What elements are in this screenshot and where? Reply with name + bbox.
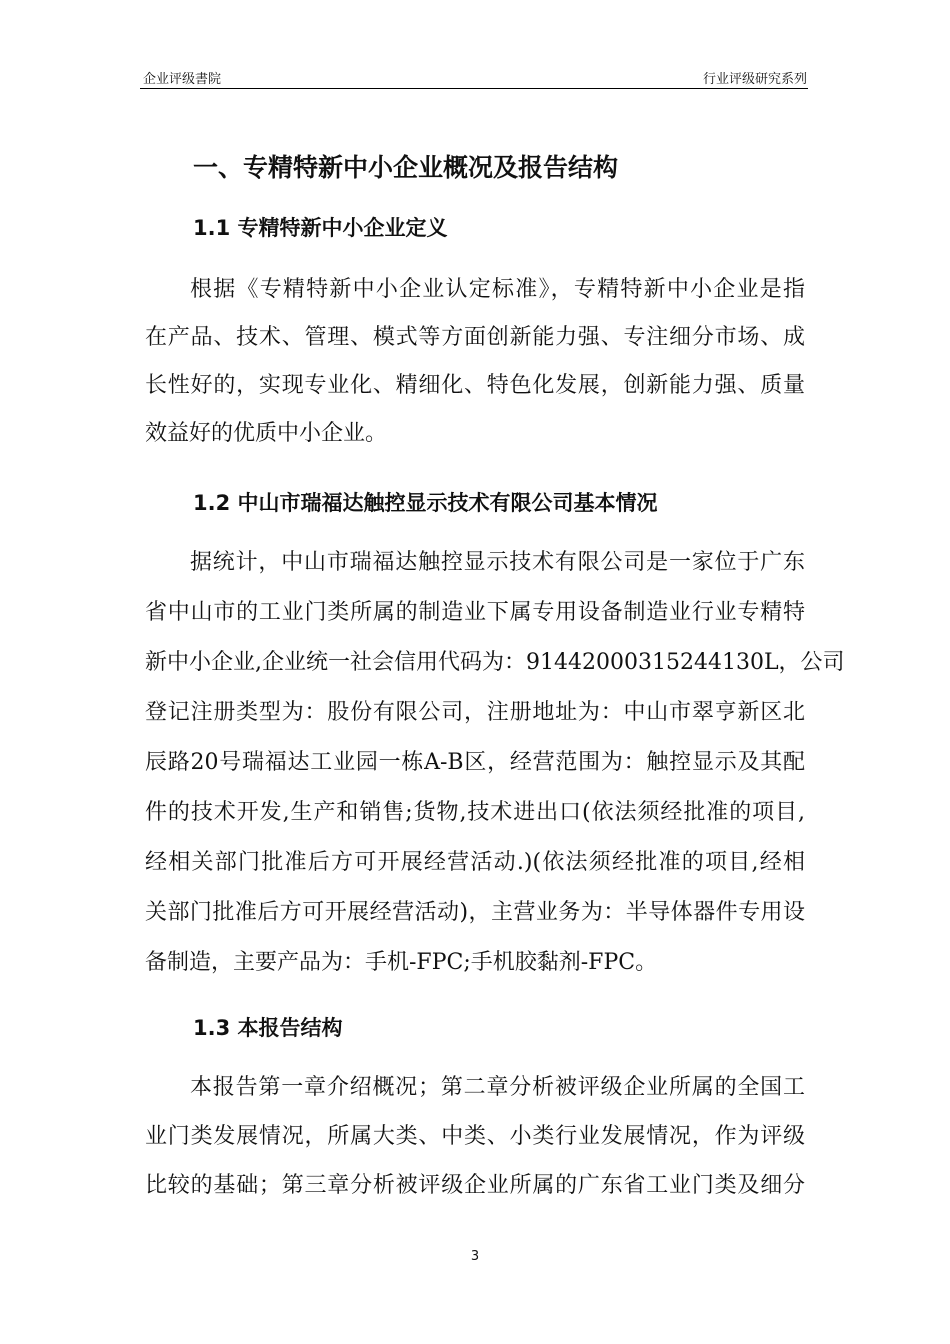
page-number: 3 xyxy=(470,1249,480,1264)
text-line: 本报告第一章介绍概况；第二章分析被评级企业所属的全国工 xyxy=(190,1075,805,1100)
text-line: 效益好的优质中小企业。 xyxy=(145,421,388,446)
text-line: 在产品、技术、管理、模式等方面创新能力强、专注细分市场、成 xyxy=(145,325,805,350)
text-line: 长性好的，实现专业化、精细化、特色化发展，创新能力强、质量 xyxy=(145,373,805,398)
text-line: 备制造，主要产品为：手机-FPC;手机胶黏剂-FPC。 xyxy=(145,950,658,975)
text-line: 辰路20号瑞福达工业园一栋A-B区，经营范围为：触控显示及其配 xyxy=(145,750,805,775)
text-line: 业门类发展情况，所属大类、中类、小类行业发展情况，作为评级 xyxy=(145,1124,805,1149)
header-rule xyxy=(140,88,808,89)
chapter-title: 一、专精特新中小企业概况及报告结构 xyxy=(193,153,619,182)
text-line: 新中小企业,企业统一社会信用代码为：91442000315244130L，公司 xyxy=(145,650,845,675)
section-heading-1-1: 1.1 专精特新中小企业定义 xyxy=(193,216,448,240)
text-line: 根据《专精特新中小企业认定标准》，专精特新中小企业是指 xyxy=(190,277,805,302)
text-line: 省中山市的工业门类所属的制造业下属专用设备制造业行业专精特 xyxy=(145,600,805,625)
section-heading-1-3: 1.3 本报告结构 xyxy=(193,1016,343,1040)
header-right: 行业评级研究系列 xyxy=(702,72,807,87)
text-line: 经相关部门批准后方可开展经营活动.)(依法须经批准的项目,经相 xyxy=(145,850,805,875)
text-line: 关部门批准后方可开展经营活动)，主营业务为：半导体器件专用设 xyxy=(145,900,805,925)
header-left: 企业评级書院 xyxy=(143,72,222,87)
text-line: 比较的基础；第三章分析被评级企业所属的广东省工业门类及细分 xyxy=(145,1173,805,1198)
text-line: 件的技术开发,生产和销售;货物,技术进出口(依法须经批准的项目, xyxy=(145,800,805,825)
section-heading-1-2: 1.2 中山市瑞福达触控显示技术有限公司基本情况 xyxy=(193,491,658,515)
text-line: 据统计，中山市瑞福达触控显示技术有限公司是一家位于广东 xyxy=(190,550,805,575)
text-line: 登记注册类型为：股份有限公司，注册地址为：中山市翠亨新区北 xyxy=(145,700,805,725)
